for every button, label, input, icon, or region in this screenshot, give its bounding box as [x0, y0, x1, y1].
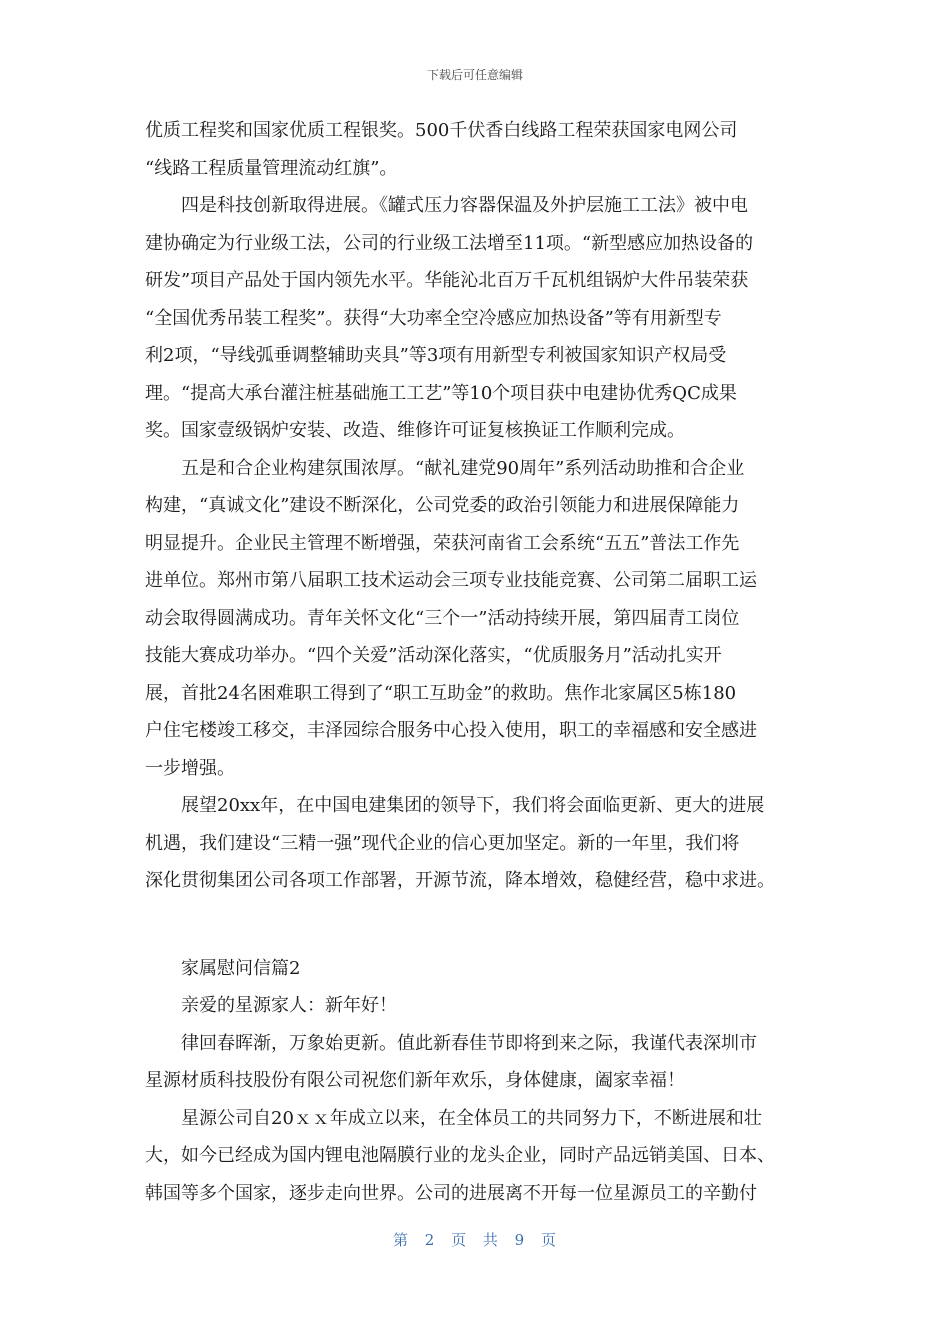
text-line: 动会取得圆满成功。青年关怀文化“三个一”活动持续开展，第四届青工岗位	[145, 607, 740, 629]
text-line: 一步增强。	[145, 757, 235, 779]
text-line: 展望20xx年，在中国电建集团的领导下，我们将会面临更新、更大的进展	[181, 795, 765, 816]
text-line: 利2项，“导线弧垂调整辅助夹具”等3项有用新型专利被国家知识产权局受	[145, 345, 727, 366]
text-line: “全国优秀吊装工程奖”。获得“大功率全空冷感应加热设备”等有用新型专	[145, 307, 722, 329]
text-line: 户住宅楼竣工移交，丰泽园综合服务中心投入使用，职工的幸福感和安全感进	[145, 720, 757, 741]
text-line: 奖。国家壹级锅炉安装、改造、维修许可证复核换证工作顺利完成。	[145, 420, 685, 441]
text-line: “线路工程质量管理流动红旗”。	[145, 157, 398, 179]
text-line: 构建，“真诚文化”建设不断深化，公司党委的政治引领能力和进展保障能力	[145, 495, 740, 516]
text-line: 律回春晖渐，万象始更新。值此新春佳节即将到来之际，我谨代表深圳市	[181, 1032, 757, 1054]
page-footer: 第 2 页 共 9 页	[393, 1231, 557, 1249]
document-body	[145, 112, 807, 1212]
text-line: 韩国等多个国家，逐步走向世界。公司的进展离不开每一位星源员工的辛勤付	[145, 1182, 757, 1204]
text-line: 明显提升。企业民主管理不断增强，荣获河南省工会系统“五五”普法工作先	[145, 532, 740, 554]
text-line: 理。“提高大承台灌注桩基础施工工艺”等10个项目获中电建协优秀QC成果	[145, 382, 737, 404]
text-line: 研发”项目产品处于国内领先水平。华能沁北百万千瓦机组锅炉大件吊装荣获	[145, 270, 749, 291]
text-line: 亲爱的星源家人：新年好！	[181, 995, 397, 1016]
text-line: 进单位。郑州市第八届职工技术运动会三项专业技能竞赛、公司第二届职工运	[145, 570, 757, 591]
text-line: 技能大赛成功举办。“四个关爱”活动深化落实，“优质服务月”活动扎实开	[145, 645, 722, 666]
report-section	[145, 112, 807, 900]
text-line: 大，如今已经成为国内锂电池隔膜行业的龙头企业，同时产品远销美国、日本、	[145, 1145, 775, 1166]
text-line: 星源公司自20ｘｘ年成立以来，在全体员工的共同努力下，不断进展和壮	[181, 1107, 762, 1129]
text-line: 展，首批24名困难职工得到了“职工互助金”的救助。焦作北家属区5栋180	[145, 682, 737, 704]
text-line: 建协确定为行业级工法，公司的行业级工法增至11项。“新型感应加热设备的	[145, 232, 754, 254]
text-line: 深化贯彻集团公司各项工作部署，开源节流，降本增效，稳健经营，稳中求进。	[145, 870, 775, 891]
section-gap	[145, 900, 807, 950]
text-line: 星源材质科技股份有限公司祝您们新年欢乐，身体健康，阖家幸福！	[145, 1070, 685, 1091]
section-title: 家属慰问信篇2	[181, 957, 301, 979]
text-line: 五是和合企业构建氛围浓厚。“献礼建党90周年”系列活动助推和合企业	[181, 457, 745, 479]
page-header: 下载后可任意编辑	[426, 68, 523, 82]
letter-section	[145, 987, 807, 1212]
text-line: 优质工程奖和国家优质工程银奖。500千伏香白线路工程荣获国家电网公司	[145, 120, 738, 141]
text-line: 四是科技创新取得进展。《罐式压力容器保温及外护层施工工法》被中电	[181, 195, 748, 216]
text-line: 机遇，我们建设“三精一强”现代企业的信心更加坚定。新的一年里，我们将	[145, 832, 740, 854]
